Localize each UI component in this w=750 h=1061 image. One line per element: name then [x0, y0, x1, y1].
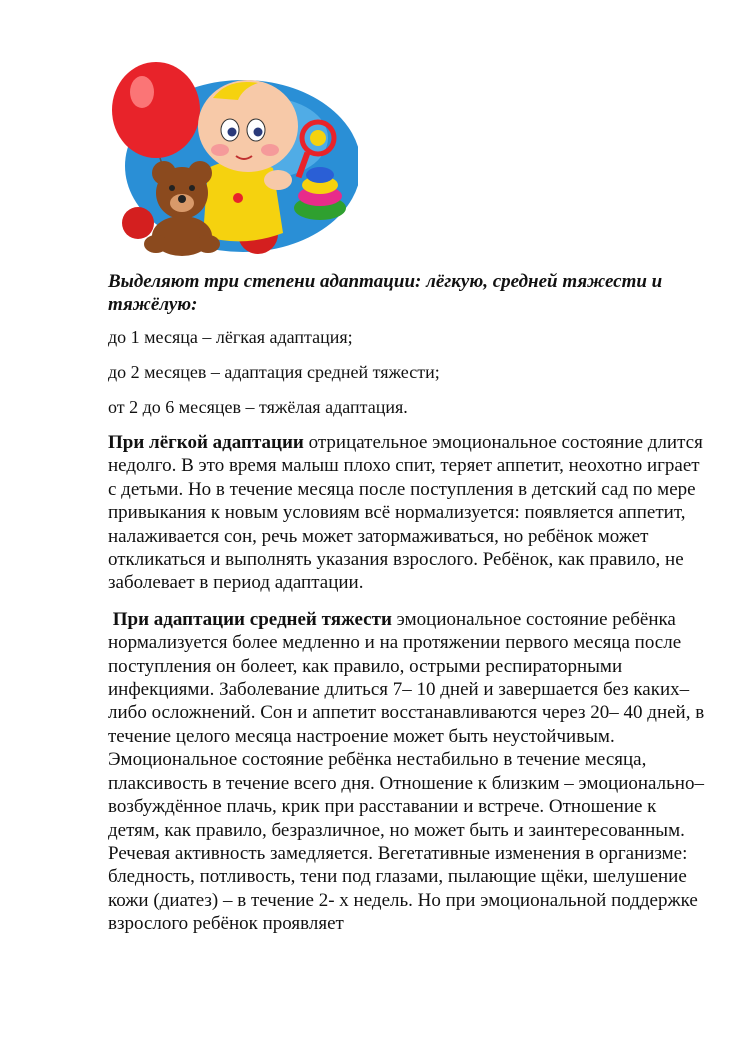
baby-pupil-left-shape	[228, 128, 237, 137]
teddy-nose-shape	[178, 195, 186, 203]
teddy-foot-right-shape	[196, 235, 220, 253]
teddy-foot-left-shape	[144, 235, 168, 253]
rattle-center-shape	[310, 130, 326, 146]
baby-pupil-right-shape	[254, 128, 263, 137]
balloon-icon	[112, 62, 200, 158]
baby-with-toys-illustration	[108, 58, 358, 258]
document-text	[108, 270, 708, 949]
level-severe-line: от 2 до 6 месяцев – тяжёлая адаптация.	[108, 397, 408, 417]
red-toy-icon	[122, 207, 154, 239]
pyramid-ring-blue-shape	[306, 167, 334, 183]
teddy-eye-left-shape	[169, 185, 175, 191]
medium-adaptation-paragraph	[108, 608, 708, 936]
baby-hand-shape	[264, 170, 292, 190]
level-light-line: до 1 месяца – лёгкая адаптация;	[108, 327, 353, 347]
teddy-eye-right-shape	[189, 185, 195, 191]
shirt-button-shape	[233, 193, 243, 203]
baby-cheek-left-shape	[211, 144, 229, 156]
level-medium-line: до 2 месяцев – адаптация средней тяжести;	[108, 362, 440, 382]
light-adaptation-lead: При лёгкой адаптации	[108, 432, 304, 453]
adaptation-heading: Выделяют три степени адаптации: лёгкую, средней тяжести и тяжёлую:	[108, 271, 663, 315]
balloon-shine-shape	[130, 76, 154, 108]
light-adaptation-paragraph	[108, 431, 708, 595]
medium-adaptation-lead: При адаптации средней тяжести	[112, 608, 392, 630]
medium-adaptation-text: эмоциональное состояние ребёнка нормализуется более медленно и на протяжении первого месяца после поступления он болеет, как правило, острыми респираторными инфекциями. Заболевание длиться 7– 10 дней и завершается без каких–либо осложнений. Сон и аппетит восстанавливаются через 20– 40 дней, в течение целого месяца настроение может быть неустойчивым. Эмоциональное состояние ребёнка нестабильно в течение месяца, плаксивость в течение всего дня. Отношение к близким – эмоционально– возбуждённое плачь, крик при расставании и встрече. Отношение к детям, как правило, безразличное, но может быть и заинтересованным. Речевая активность замедляется. Вегетативные изменения в организме: бледность, потливость, тени под глазами, пылающие щёки, шелушение кожи (диатез) – в течение 2- х недель. Но при эмоциональной поддержке взрослого ребёнок проявляет	[108, 608, 705, 935]
baby-cheek-right-shape	[261, 144, 279, 156]
light-adaptation-text: отрицательное эмоциональное состояние длится недолго. В это время малыш плохо спит, теряет аппетит, неохотно играет с детьми. Но в течение месяца после поступления в детский сад по мере привыкания к новым условиям всё нормализуется: появляется аппетит, налаживается сон, речь может затормаживаться, но ребёнок может откликаться и выполнять указания взрослого. Ребёнок, как правило, не заболевает в период адаптации.	[108, 432, 703, 594]
